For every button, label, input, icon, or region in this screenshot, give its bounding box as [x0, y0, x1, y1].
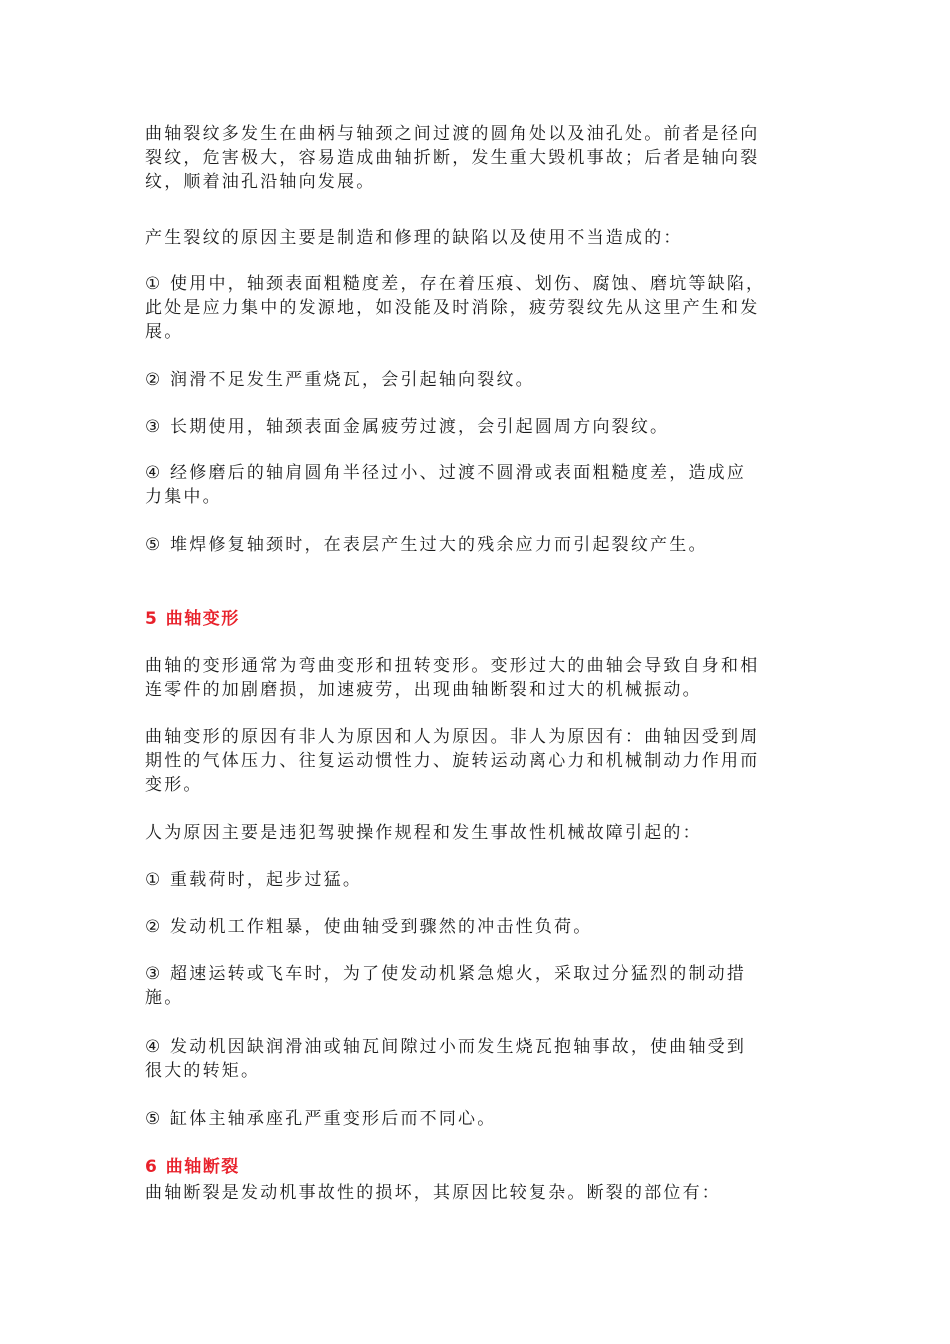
text-line: ④ 发动机因缺润滑油或轴瓦间隙过小而发生烧瓦抱轴事故，使曲轴受到	[145, 1037, 747, 1057]
paragraph-deformation-causes	[145, 725, 815, 797]
text-line: 展。	[145, 322, 184, 342]
text-line: ① 重载荷时，起步过猛。	[145, 870, 363, 890]
text-line: 曲轴裂纹多发生在曲柄与轴颈之间过渡的圆角处以及油孔处。前者是径向	[145, 124, 760, 144]
paragraph-cause-4	[145, 461, 815, 509]
paragraph-human-causes	[145, 821, 815, 845]
text-line: 变形。	[145, 775, 203, 795]
paragraph-fracture-intro	[145, 1181, 815, 1205]
paragraph-human-cause-3	[145, 962, 815, 1010]
text-line: ② 发动机工作粗暴，使曲轴受到骤然的冲击性负荷。	[145, 917, 593, 937]
text-line: 裂纹，危害极大，容易造成曲轴折断，发生重大毁机事故；后者是轴向裂	[145, 148, 760, 168]
text-line: 此处是应力集中的发源地，如没能及时消除，疲劳裂纹先从这里产生和发	[145, 298, 760, 318]
paragraph-crack-location	[145, 122, 815, 194]
text-line: ③ 长期使用，轴颈表面金属疲劳过渡，会引起圆周方向裂纹。	[145, 417, 670, 437]
text-line: ② 润滑不足发生严重烧瓦，会引起轴向裂纹。	[145, 370, 535, 390]
text-line: 期性的气体压力、往复运动惯性力、旋转运动离心力和机械制动力作用而	[145, 751, 760, 771]
paragraph-cause-1	[145, 272, 815, 344]
section-heading-deformation: 5 曲轴变形	[145, 609, 240, 629]
paragraph-cause-2	[145, 368, 815, 392]
paragraph-human-cause-5	[145, 1107, 815, 1131]
text-line: ⑤ 缸体主轴承座孔严重变形后而不同心。	[145, 1109, 497, 1129]
text-line: 施。	[145, 988, 184, 1008]
paragraph-crack-causes	[145, 226, 815, 250]
text-line: ④ 经修磨后的轴肩圆角半径过小、过渡不圆滑或表面粗糙度差，造成应	[145, 463, 747, 483]
paragraph-human-cause-2	[145, 915, 815, 939]
text-line: 很大的转矩。	[145, 1061, 261, 1081]
text-line: 纹，顺着油孔沿轴向发展。	[145, 172, 376, 192]
text-line: 产生裂纹的原因主要是制造和修理的缺陷以及使用不当造成的：	[145, 228, 683, 248]
paragraph-human-cause-1	[145, 868, 815, 892]
text-line: ③ 超速运转或飞车时，为了使发动机紧急熄火，采取过分猛烈的制动措	[145, 964, 747, 984]
paragraph-cause-5	[145, 533, 815, 557]
paragraph-human-cause-4	[145, 1035, 815, 1083]
text-line: 曲轴变形的原因有非人为原因和人为原因。非人为原因有：曲轴因受到周	[145, 727, 760, 747]
text-line: ⑤ 堆焊修复轴颈时，在表层产生过大的残余应力而引起裂纹产生。	[145, 535, 708, 555]
text-line: ① 使用中，轴颈表面粗糙度差，存在着压痕、划伤、腐蚀、磨坑等缺陷，	[145, 274, 766, 294]
section-heading-fracture: 6 曲轴断裂	[145, 1157, 240, 1177]
text-line: 曲轴的变形通常为弯曲变形和扭转变形。变形过大的曲轴会导致自身和相	[145, 656, 760, 676]
paragraph-cause-3	[145, 415, 815, 439]
text-line: 连零件的加剧磨损，加速疲劳，出现曲轴断裂和过大的机械振动。	[145, 680, 702, 700]
text-line: 力集中。	[145, 487, 222, 507]
text-line: 人为原因主要是违犯驾驶操作规程和发生事故性机械故障引起的：	[145, 823, 702, 843]
text-line: 曲轴断裂是发动机事故性的损坏，其原因比较复杂。断裂的部位有：	[145, 1183, 721, 1203]
paragraph-deformation-intro	[145, 654, 815, 702]
